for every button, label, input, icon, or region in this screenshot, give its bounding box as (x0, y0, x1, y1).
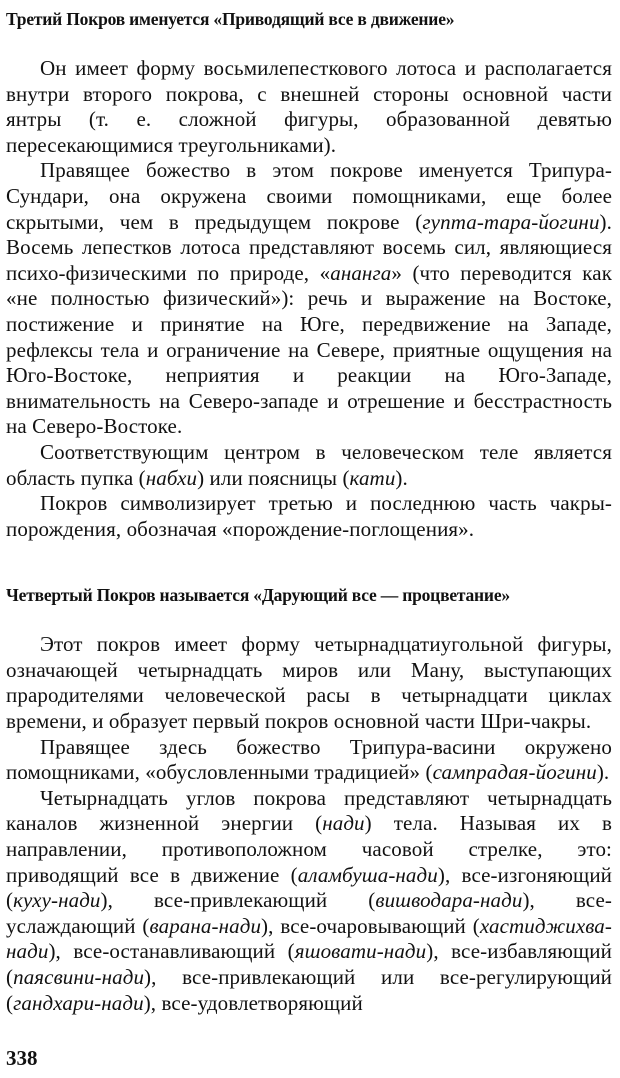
text-run: Он имеет форму восьмилепесткового лотоса и располагается внутри второго покрова, с внешней стороны основной части янтры (т. е. сложной фигуры, образованной девятью пересекающимися треугольниками). (6, 56, 612, 157)
text-run: ) тела. Называя их в направлении, противоположном часовой стрелке, это: приводящий все в движение ( (6, 811, 612, 887)
italic-term: яшовати-нади (294, 939, 427, 964)
paragraph (6, 56, 612, 158)
text-run: ). Восемь лепестков лотоса представляют восемь сил, являющиеся психо-физическими по природе, « (6, 209, 612, 285)
text-run: Правящее божество в этом покрове именуется Трипура-Сундари, она окружена своими помощниками, еще более скрытыми, чем в предыдущем покрове ( (6, 158, 612, 234)
paragraph (6, 632, 612, 734)
paragraph (6, 735, 612, 786)
text-run: ), все-избавляющий ( (6, 939, 612, 989)
italic-term: вишводара-нади (375, 888, 523, 913)
italic-term: хастиджихва-нади (6, 913, 613, 964)
italic-term: куху-нади (13, 888, 101, 913)
text-run: ), все-удовлетворяющий (143, 990, 363, 1015)
book-page (6, 4, 612, 1016)
italic-term: варана-нади (149, 913, 262, 938)
italic-term: кати (349, 465, 396, 490)
italic-term: гупта-тара-йогини (422, 209, 600, 234)
italic-term: ананга (330, 260, 392, 285)
text-run: Этот покров имеет форму четырнадцатиугольной фигуры, означающей четырнадцать миров или Ману, выступающих прародителями человеческой расы в четырнадцати циклах времени, и образует первый покров основной части Шри-чакры. (6, 632, 612, 734)
text-run: ), все-привлекающий ( (100, 888, 376, 913)
text-run: ). (596, 760, 610, 785)
text-run: Четырнадцать углов покрова представляют четырнадцать каналов жизненной энергии ( (6, 785, 612, 836)
page-number: 338 (6, 1046, 38, 1070)
text-run: Соответствующим центром в человеческом теле является область пупка ( (6, 439, 612, 490)
italic-term: гандхари-нади (13, 990, 144, 1015)
section-body-fourth-cover (6, 632, 612, 1016)
text-run: ), все-услаждающий ( (6, 888, 612, 938)
text-run: ), все-останавливающий ( (48, 939, 295, 964)
section-body-third-cover (6, 56, 612, 542)
text-run: ), все-привлекающий или все-регулирующий ( (6, 965, 612, 1015)
text-run: ), все-очаровывающий ( (261, 913, 480, 938)
italic-term: сампрадая-йогини (432, 760, 597, 785)
text-run: ). (395, 465, 408, 490)
text-run: Покров символизирует третью и последнюю часть чакры-порождения, обозначая «порождение-поглощения». (6, 491, 612, 541)
italic-term: нади (322, 811, 365, 836)
text-run: » (что переводится как «не полностью физический»): речь и выражение на Востоке, постижение и принятие на Юге, передвижение на Западе, рефлексы тела и ограничение на Севере, приятные ощущения на Юго-Востоке, неприятия и реакции на Юго-Западе, внимательность на Северо-западе и отрешение и бесстрастность на Северо-Востоке. (6, 260, 612, 439)
paragraph (6, 491, 612, 542)
italic-term: набхи (145, 465, 198, 490)
italic-term: паясвини-нади (13, 965, 145, 989)
italic-term: аламбуша-нади (297, 862, 438, 887)
section-heading-third-cover: Третий Покров именуется «Приводящий все в движение» (6, 9, 455, 29)
text-run: ) или поясницы ( (197, 465, 350, 490)
paragraph (6, 440, 612, 491)
section-heading-fourth-cover: Четвертый Покров называется «Дарующий все — процветание» (6, 585, 510, 606)
paragraph (6, 786, 612, 1016)
text-run: ), все-изгоняющий ( (6, 862, 612, 913)
paragraph (6, 158, 612, 440)
text-run: Правящее здесь божество Трипура-васини окружено помощниками, «обусловленными традицией» ( (6, 734, 612, 785)
